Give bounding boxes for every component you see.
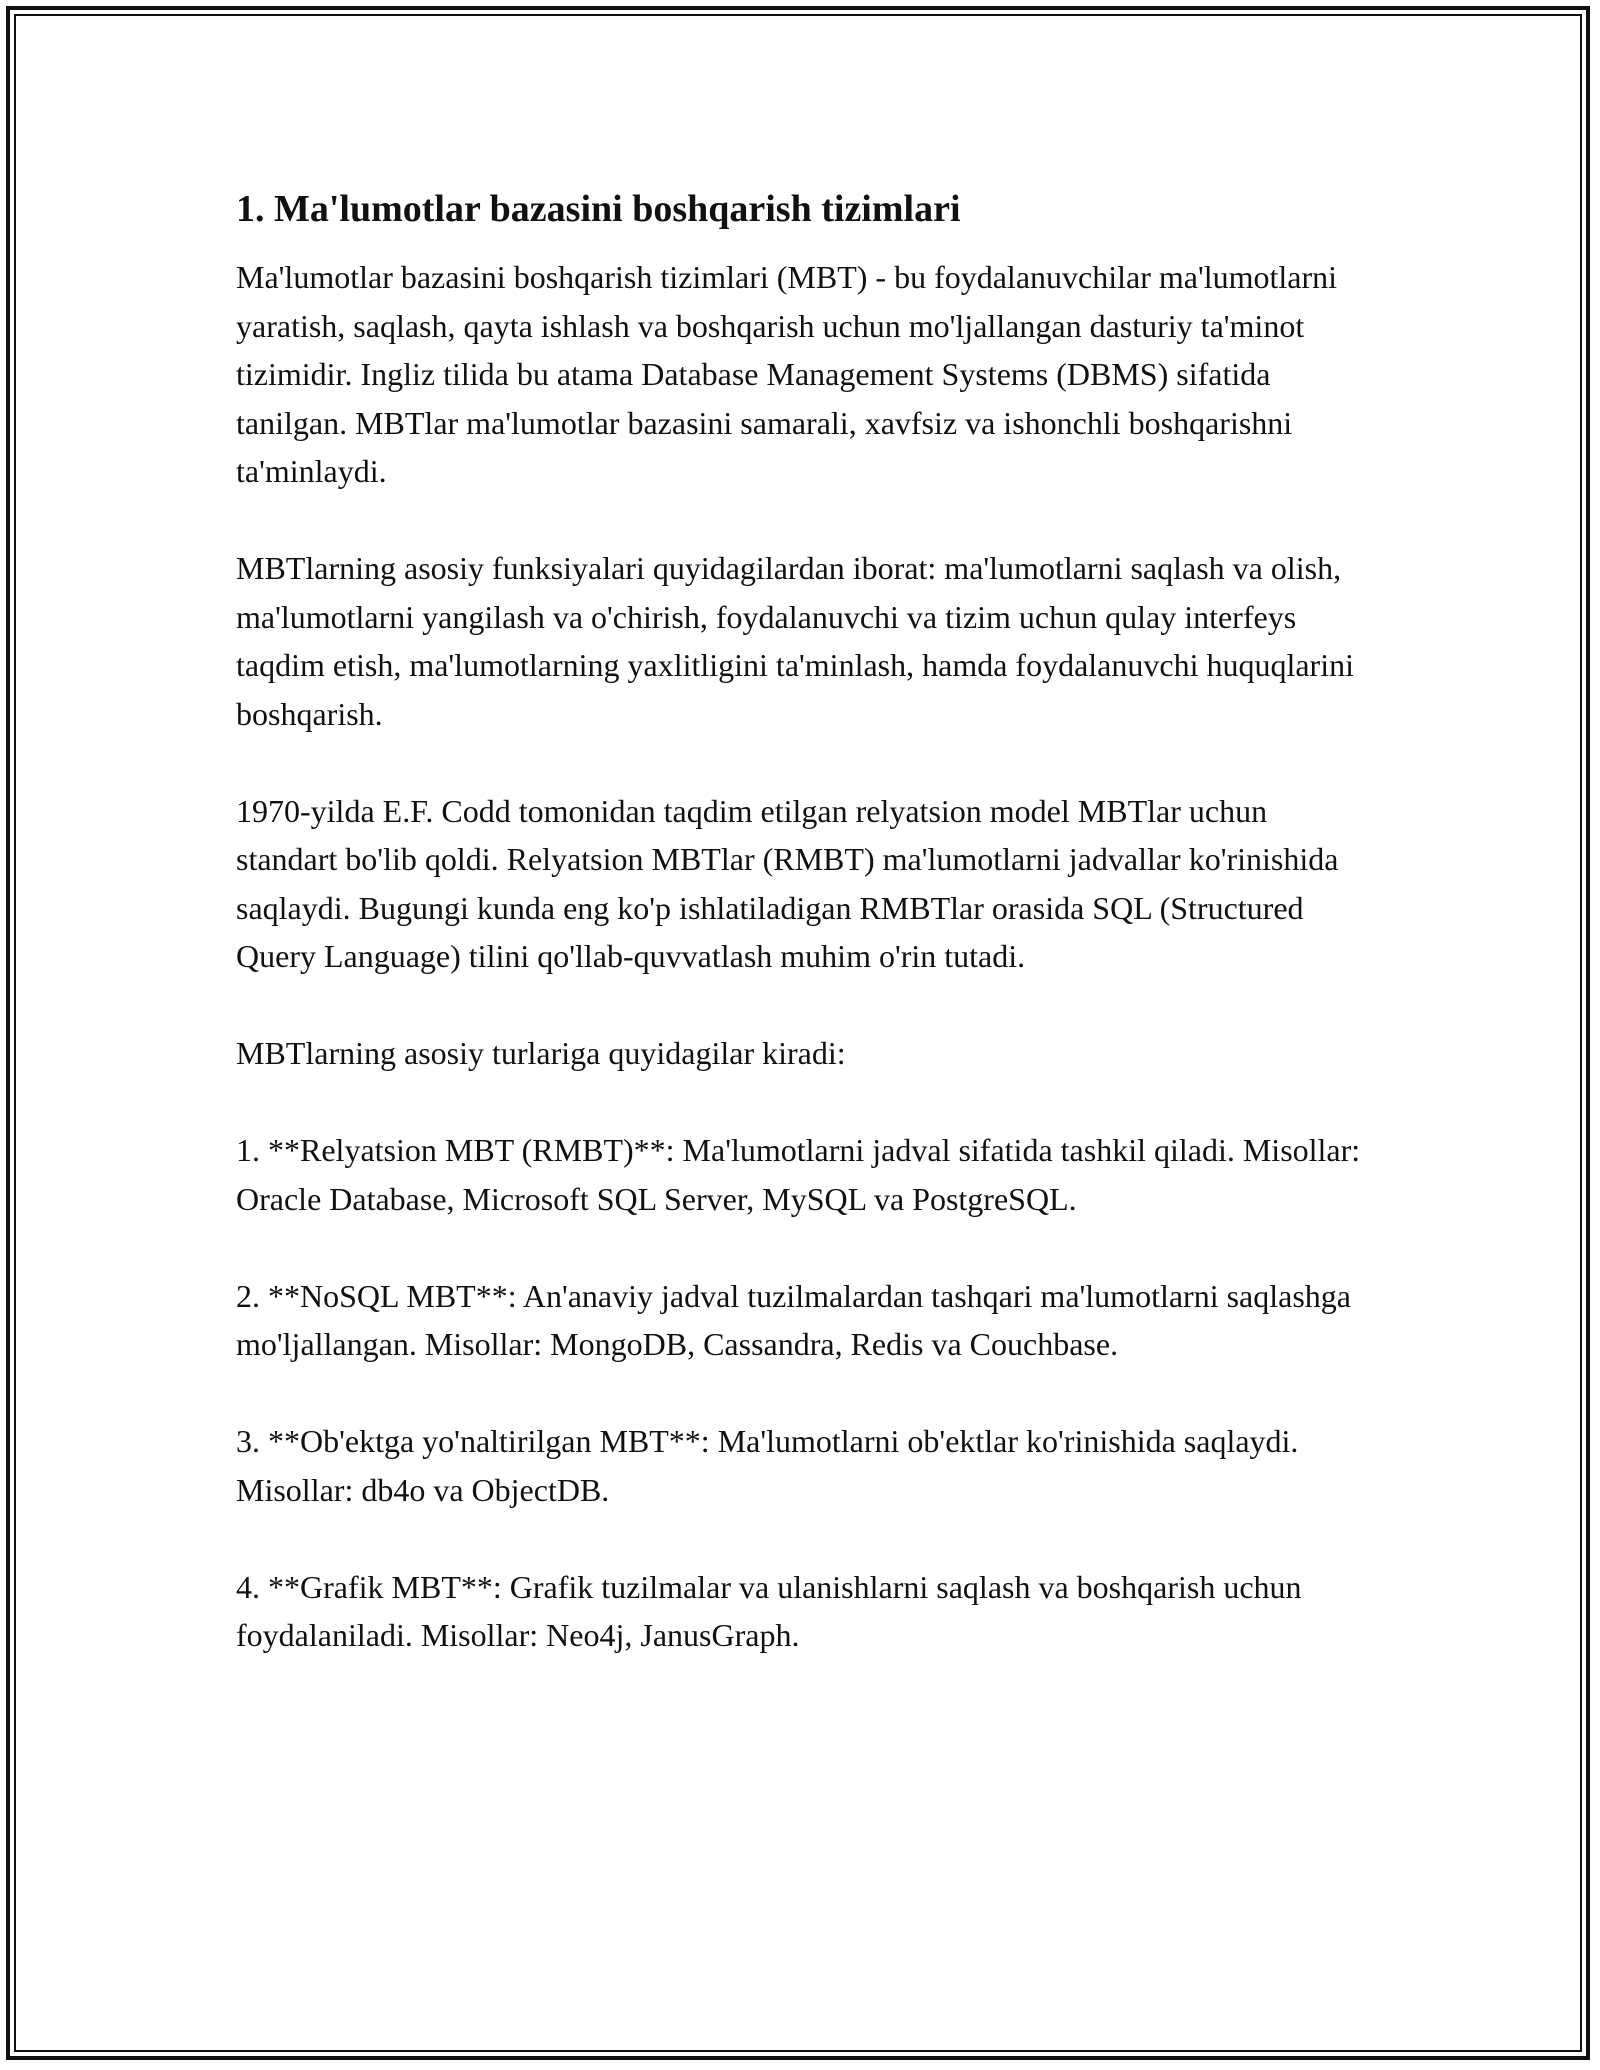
paragraph-relational-model: 1970-yilda E.F. Codd tomonidan taqdim etilgan relyatsion model MBTlar uchun standart bo'lib qoldi. Relyatsion MBTlar (RMBT) ma'lumotlarni jadvallar ko'rinishida saqlaydi. Bugungi kunda eng ko'p ishlatiladigan RMBTlar orasida SQL (Structured Query Language) tilini qo'llab-quvvatlash muhim o'rin tutadi. [236,792,1339,974]
list-item-graph: 4. **Grafik MBT**: Grafik tuzilmalar va ulanishlarni saqlash va boshqarish uchun foydalaniladi. Misollar: Neo4j, JanusGraph. [236,1568,1302,1653]
document-title: 1. Ma'lumotlar bazasini boshqarish tizimlari [236,188,961,230]
list-item-object-oriented: 3. **Ob'ektga yo'naltirilgan MBT**: Ma'lumotlarni ob'ektlar ko'rinishida saqlaydi. Misollar: db4o va ObjectDB. [236,1423,1299,1508]
paragraph-types-intro: MBTlarning asosiy turlariga quyidagilar kiradi: [236,1035,846,1071]
paragraph-intro: Ma'lumotlar bazasini boshqarish tizimlari (MBT) - bu foydalanuvchilar ma'lumotlarni yaratish, saqlash, qayta ishlash va boshqarish uchun mo'ljallangan dasturiy ta'minot tizimidir. Ingliz tilida bu atama Database Management Systems (DBMS) sifatida tanilgan. MBTlar ma'lumotlar bazasini samarali, xavfsiz va ishonchli boshqarishni ta'minlaydi. [236,259,1338,489]
list-item-relational: 1. **Relyatsion MBT (RMBT)**: Ma'lumotlarni jadval sifatida tashkil qiladi. Misollar: Oracle Database, Microsoft SQL Server, MySQL va PostgreSQL. [236,1132,1361,1217]
paragraph-functions: MBTlarning asosiy funksiyalari quyidagilardan iborat: ma'lumotlarni saqlash va olish, ma'lumotlarni yangilash va o'chirish, foydalanuvchi va tizim uchun qulay interfeys taqdim etish, ma'lumotlarning yaxlitligini ta'minlash, hamda foydalanuvchi huquqlarini boshqarish. [236,550,1354,732]
list-item-nosql: 2. **NoSQL MBT**: An'anaviy jadval tuzilmalardan tashqari ma'lumotlarni saqlashga mo'ljallangan. Misollar: MongoDB, Cassandra, Redis va Couchbase. [236,1277,1351,1362]
document-body [236,185,1376,1708]
